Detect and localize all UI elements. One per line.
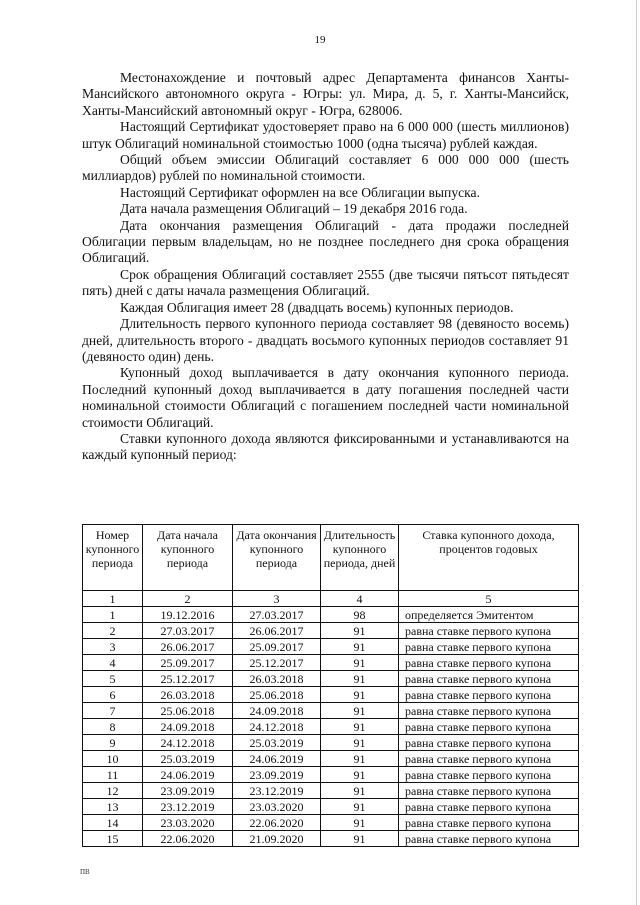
table-row	[83, 735, 579, 751]
paragraph: Настоящий Сертификат удостоверяет право на 6 000 000 (шесть миллионов) штук Облигаций номинальной стоимостью 1000 (одна тысяча) рублей каждая.	[82, 119, 569, 151]
table-row	[83, 799, 579, 815]
cell-period-number: 13	[83, 799, 143, 815]
column-header-end-date: Дата окончания купонного периода	[233, 525, 321, 591]
cell-start-date: 23.09.2019	[143, 783, 233, 799]
cell-start-date: 24.12.2018	[143, 735, 233, 751]
cell-coupon-rate: равна ставке первого купона	[399, 767, 579, 783]
cell-end-date: 21.09.2020	[233, 831, 321, 847]
cell-period-number: 3	[83, 639, 143, 655]
scan-edge-line	[636, 0, 637, 905]
cell-end-date: 23.09.2019	[233, 767, 321, 783]
column-header-period-number: Номер купонного периода	[83, 525, 143, 591]
cell-end-date: 24.09.2018	[233, 703, 321, 719]
column-number: 1	[83, 591, 143, 607]
paragraph: Местонахождение и почтовый адрес Департамента финансов Ханты-Мансийского автономного округа - Югры: ул. Мира, д. 5, г. Ханты-Мансийск, Ханты-Мансийский автономный округ - Югра, 628006.	[82, 70, 569, 118]
cell-coupon-rate: равна ставке первого купона	[399, 687, 579, 703]
cell-period-number: 2	[83, 623, 143, 639]
table-body	[83, 607, 579, 847]
cell-start-date: 27.03.2017	[143, 623, 233, 639]
cell-duration: 91	[321, 735, 399, 751]
cell-start-date: 25.09.2017	[143, 655, 233, 671]
cell-end-date: 24.06.2019	[233, 751, 321, 767]
cell-duration: 91	[321, 639, 399, 655]
cell-period-number: 1	[83, 607, 143, 623]
cell-period-number: 11	[83, 767, 143, 783]
cell-start-date: 26.06.2017	[143, 639, 233, 655]
paragraph: Каждая Облигация имеет 28 (двадцать восемь) купонных периодов.	[120, 299, 514, 315]
table-row	[83, 639, 579, 655]
cell-end-date: 27.03.2017	[233, 607, 321, 623]
cell-end-date: 25.09.2017	[233, 639, 321, 655]
cell-period-number: 4	[83, 655, 143, 671]
cell-duration: 91	[321, 767, 399, 783]
cell-duration: 91	[321, 799, 399, 815]
column-number: 2	[143, 591, 233, 607]
cell-start-date: 24.09.2018	[143, 719, 233, 735]
cell-duration: 91	[321, 655, 399, 671]
cell-start-date: 23.03.2020	[143, 815, 233, 831]
cell-coupon-rate: равна ставке первого купона	[399, 751, 579, 767]
paragraph: Длительность первого купонного периода составляет 98 (девяносто восемь) дней, длительность второго - двадцать восьмого купонных периодов составляет 91 (девяносто один) день.	[82, 316, 569, 364]
table-row	[83, 703, 579, 719]
cell-end-date: 22.06.2020	[233, 815, 321, 831]
body-text	[82, 70, 569, 464]
table-row	[83, 671, 579, 687]
paragraph: Дата начала размещения Облигаций – 19 декабря 2016 года.	[120, 201, 468, 217]
cell-coupon-rate: равна ставке первого купона	[399, 639, 579, 655]
cell-end-date: 26.06.2017	[233, 623, 321, 639]
cell-period-number: 7	[83, 703, 143, 719]
table-row	[83, 831, 579, 847]
table-row	[83, 719, 579, 735]
cell-coupon-rate: равна ставке первого купона	[399, 799, 579, 815]
cell-duration: 91	[321, 719, 399, 735]
cell-period-number: 15	[83, 831, 143, 847]
cell-coupon-rate: определяется Эмитентом	[399, 607, 579, 623]
cell-start-date: 25.03.2019	[143, 751, 233, 767]
footer-initials: ПВ	[80, 868, 90, 876]
cell-end-date: 23.12.2019	[233, 783, 321, 799]
paragraph: Купонный доход выплачивается в дату окончания купонного периода. Последний купонный доход выплачивается в дату погашения последней части номинальной стоимости Облигаций с погашением последней части номинальной стоимости Облигаций.	[82, 365, 569, 430]
cell-coupon-rate: равна ставке первого купона	[399, 703, 579, 719]
cell-duration: 91	[321, 703, 399, 719]
column-header-duration: Длительность купонного периода, дней	[321, 525, 399, 591]
cell-coupon-rate: равна ставке первого купона	[399, 719, 579, 735]
cell-start-date: 23.12.2019	[143, 799, 233, 815]
column-number: 4	[321, 591, 399, 607]
cell-duration: 91	[321, 783, 399, 799]
cell-period-number: 6	[83, 687, 143, 703]
paragraph: Срок обращения Облигаций составляет 2555 (две тысячи пятьсот пятьдесят пять) дней с даты начала размещения Облигаций.	[82, 266, 569, 299]
cell-end-date: 25.12.2017	[233, 655, 321, 671]
cell-period-number: 10	[83, 751, 143, 767]
column-number: 5	[399, 591, 579, 607]
coupon-rate-table	[82, 524, 579, 847]
cell-coupon-rate: равна ставке первого купона	[399, 623, 579, 639]
table-row	[83, 751, 579, 767]
cell-end-date: 24.12.2018	[233, 719, 321, 735]
cell-duration: 91	[321, 687, 399, 703]
cell-coupon-rate: равна ставке первого купона	[399, 655, 579, 671]
cell-period-number: 9	[83, 735, 143, 751]
cell-coupon-rate: равна ставке первого купона	[399, 831, 579, 847]
paragraph: Дата окончания размещения Облигаций - дата продажи последней Облигации первым владельцам, но не позднее последнего дня срока обращения Облигаций.	[82, 217, 569, 266]
cell-start-date: 22.06.2020	[143, 831, 233, 847]
table-row	[83, 783, 579, 799]
column-number: 3	[233, 591, 321, 607]
page-number: 19	[314, 34, 326, 46]
column-header-coupon-rate: Ставка купонного дохода, процентов годовых	[399, 525, 579, 591]
cell-start-date: 19.12.2016	[143, 607, 233, 623]
cell-coupon-rate: равна ставке первого купона	[399, 671, 579, 687]
cell-start-date: 25.06.2018	[143, 703, 233, 719]
cell-coupon-rate: равна ставке первого купона	[399, 735, 579, 751]
table-row	[83, 655, 579, 671]
cell-start-date: 25.12.2017	[143, 671, 233, 687]
table-row	[83, 815, 579, 831]
cell-duration: 91	[321, 815, 399, 831]
cell-end-date: 25.06.2018	[233, 687, 321, 703]
table-row	[83, 767, 579, 783]
cell-end-date: 25.03.2019	[233, 735, 321, 751]
paragraph: Настоящий Сертификат оформлен на все Облигации выпуска.	[120, 184, 480, 200]
paragraph: Ставки купонного дохода являются фиксированными и устанавливаются на каждый купонный период:	[82, 430, 569, 463]
cell-end-date: 23.03.2020	[233, 799, 321, 815]
table-row	[83, 687, 579, 703]
cell-period-number: 12	[83, 783, 143, 799]
cell-coupon-rate: равна ставке первого купона	[399, 815, 579, 831]
cell-duration: 91	[321, 671, 399, 687]
table-row	[83, 623, 579, 639]
cell-start-date: 24.06.2019	[143, 767, 233, 783]
cell-period-number: 5	[83, 671, 143, 687]
cell-start-date: 26.03.2018	[143, 687, 233, 703]
cell-duration: 91	[321, 751, 399, 767]
table-row	[83, 607, 579, 623]
cell-period-number: 14	[83, 815, 143, 831]
cell-end-date: 26.03.2018	[233, 671, 321, 687]
cell-duration: 91	[321, 831, 399, 847]
cell-period-number: 8	[83, 719, 143, 735]
paragraph: Общий объем эмиссии Облигаций составляет 6 000 000 000 (шесть миллиардов) рублей по номинальной стоимости.	[82, 152, 569, 184]
cell-duration: 91	[321, 623, 399, 639]
column-header-start-date: Дата начала купонного периода	[143, 525, 233, 591]
cell-coupon-rate: равна ставке первого купона	[399, 783, 579, 799]
cell-duration: 98	[321, 607, 399, 623]
